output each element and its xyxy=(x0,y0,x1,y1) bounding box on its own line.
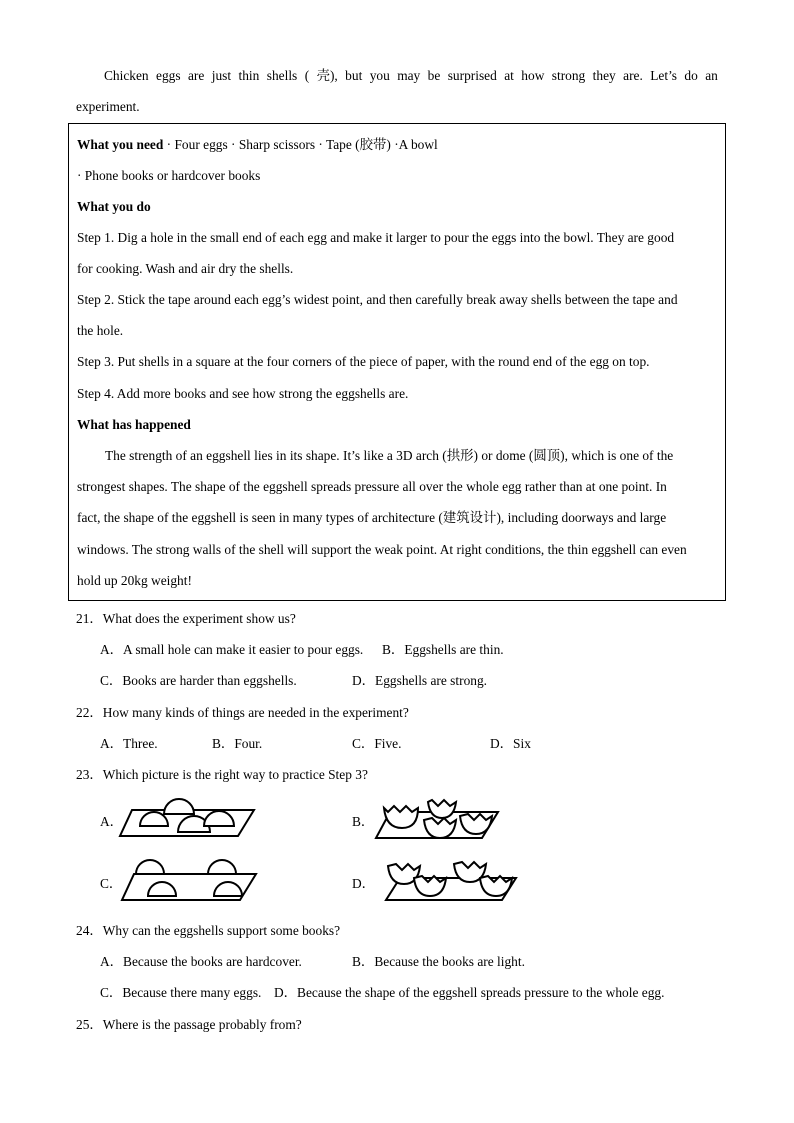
para-line-3: fact, the shape of the eggshell is seen in many types of architecture (建筑设计), including doorways and large xyxy=(77,510,667,525)
para-line-1: The strength of an eggshell lies in its shape. It’s like a 3D arch (拱形) or dome (圆顶), which is one of the xyxy=(105,448,674,463)
q21-option-d[interactable]: D．Eggshells are strong. xyxy=(352,673,487,688)
q24-option-d[interactable]: D．Because the shape of the eggshell spreads pressure to the whole egg. xyxy=(274,985,665,1000)
happened-label: What has happened xyxy=(77,417,191,432)
q23-option-c-label[interactable]: C． xyxy=(100,876,123,891)
intro-word: shells xyxy=(266,68,298,83)
question-22-stem: 22．How many kinds of things are needed in the experiment? xyxy=(76,705,409,720)
intro-line-2: experiment. xyxy=(76,99,140,114)
q22-option-d[interactable]: D．Six xyxy=(490,736,531,751)
intro-word: eggs xyxy=(156,68,181,83)
intro-word: an xyxy=(705,68,718,83)
question-25-stem: 25．Where is the passage probably from? xyxy=(76,1017,302,1032)
intro-word: just xyxy=(211,68,232,83)
intro-word: how xyxy=(521,68,545,83)
question-21-stem: 21．What does the experiment show us? xyxy=(76,611,296,626)
intro-word: ( xyxy=(304,68,310,83)
q23-picture-b[interactable] xyxy=(372,798,508,846)
para-line-2: strongest shapes. The shape of the eggshell spreads pressure all over the whole egg rather than at one point. In xyxy=(77,479,667,494)
q24-option-c[interactable]: C．Because there many eggs. xyxy=(100,985,262,1000)
intro-word: are. xyxy=(623,68,643,83)
question-24-stem: 24．Why can the eggshells support some books? xyxy=(76,923,341,938)
need-items-2: · Phone books or hardcover books xyxy=(77,168,261,183)
intro-word: do xyxy=(684,68,698,83)
intro-word: at xyxy=(504,68,514,83)
intro-word: they xyxy=(592,68,616,83)
para-line-4: windows. The strong walls of the shell will support the weak point. At right conditions, the thin eggshell can even xyxy=(77,542,687,557)
q21-option-c[interactable]: C．Books are harder than eggshells. xyxy=(100,673,297,688)
q23-option-b-label[interactable]: B． xyxy=(352,814,375,829)
step1-line-a: Step 1. Dig a hole in the small end of each egg and make it larger to pour the eggs into the bowl. They are good xyxy=(77,230,675,245)
need-line xyxy=(77,137,438,153)
intro-line-1 xyxy=(104,68,718,84)
q22-option-a[interactable]: A．Three. xyxy=(100,736,158,751)
q24-option-a[interactable]: A．Because the books are hardcover. xyxy=(100,954,302,969)
q24-option-b[interactable]: B．Because the books are light. xyxy=(352,954,525,969)
intro-word: 壳), xyxy=(316,68,338,83)
intro-word: Chicken xyxy=(104,68,149,83)
q23-option-a-label[interactable]: A． xyxy=(100,814,124,829)
intro-word: surprised xyxy=(447,68,497,83)
q21-option-a[interactable]: A．A small hole can make it easier to pour eggs. xyxy=(100,642,364,657)
do-label: What you do xyxy=(77,199,151,214)
q21-option-b[interactable]: B．Eggshells are thin. xyxy=(382,642,504,657)
intro-word: but xyxy=(345,68,363,83)
need-label: What you need xyxy=(77,137,164,152)
intro-word: Let’s xyxy=(650,68,678,83)
q23-picture-d[interactable] xyxy=(382,858,522,906)
intro-word: strong xyxy=(551,68,586,83)
para-line-5: hold up 20kg weight! xyxy=(77,573,192,588)
q23-picture-a[interactable] xyxy=(118,796,268,846)
step2-line-a: Step 2. Stick the tape around each egg’s widest point, and then carefully break away shells between the tape and xyxy=(77,292,678,307)
step2-line-b: the hole. xyxy=(77,323,124,338)
q22-option-c[interactable]: C．Five. xyxy=(352,736,402,751)
q23-option-d-label[interactable]: D． xyxy=(352,876,376,891)
step3-line: Step 3. Put shells in a square at the four corners of the piece of paper, with the round end of the egg on top. xyxy=(77,354,650,369)
q23-picture-c[interactable] xyxy=(118,856,268,908)
question-23-stem: 23．Which picture is the right way to practice Step 3? xyxy=(76,767,368,782)
experiment-box xyxy=(68,123,726,601)
intro-word: you xyxy=(369,68,390,83)
step1-line-b: for cooking. Wash and air dry the shells. xyxy=(77,261,294,276)
need-items: · Four eggs · Sharp scissors · Tape (胶带) ·A bowl xyxy=(166,137,438,152)
step4-line: Step 4. Add more books and see how strong the eggshells are. xyxy=(77,386,409,401)
intro-word: be xyxy=(427,68,441,83)
intro-word: may xyxy=(397,68,421,83)
intro-word: are xyxy=(187,68,205,83)
q22-option-b[interactable]: B．Four. xyxy=(212,736,263,751)
intro-word: thin xyxy=(238,68,260,83)
